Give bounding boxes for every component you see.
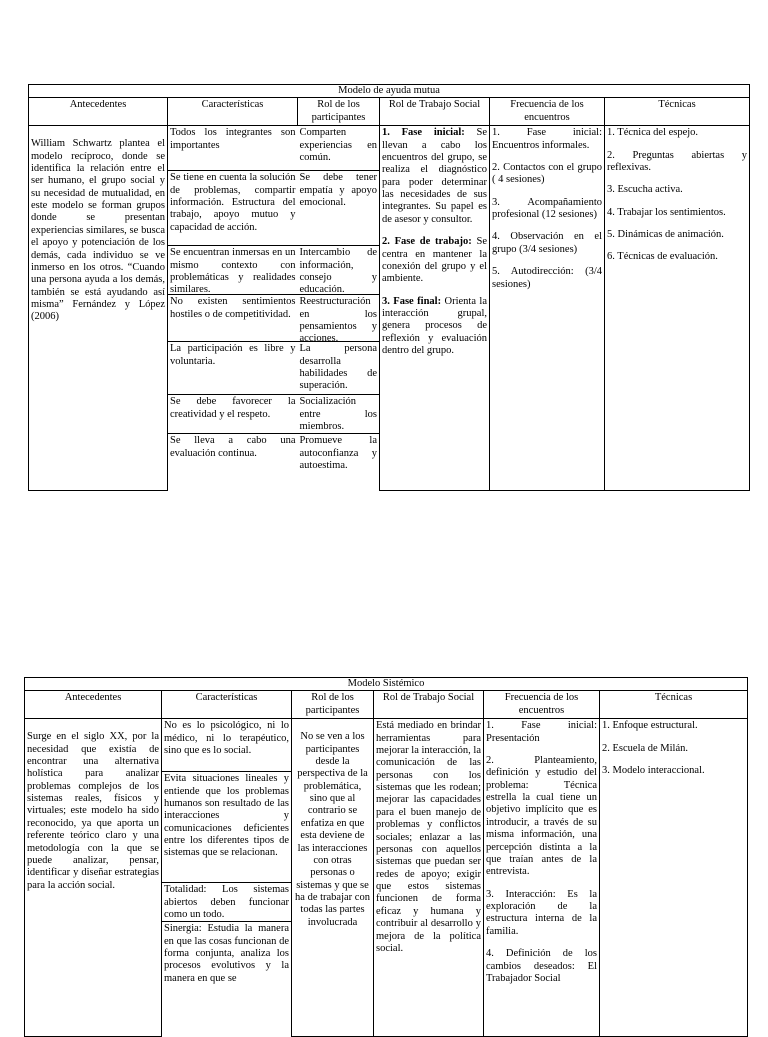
tecnica-item: 5. Dinámicas de animación. xyxy=(607,229,724,240)
frecuencia-item: 4. Observación en el grupo (3/4 sesiones) xyxy=(492,231,602,255)
participante-item: Reestructuración en los pensamientos y acciones. xyxy=(299,296,377,345)
participante-item: Intercambio de información, consejo y educación. xyxy=(299,247,377,296)
tecnica-item: 3. Modelo interaccional. xyxy=(602,764,705,776)
header-frecuencia: Frecuencia de los encuentros xyxy=(484,691,600,719)
frecuencia-item: 5. Autodirección: (3/4 sesiones) xyxy=(492,266,602,290)
header-rol-participantes: Rol de los participantes xyxy=(298,98,380,126)
caracteristica-item: La participación es libre y voluntaria. xyxy=(168,342,298,395)
frecuencia-item: 2. Contactos con el grupo ( 4 sesiones) xyxy=(492,161,602,186)
caracteristica-item: Se lleva a cabo una evaluación continua. xyxy=(170,435,296,459)
header-frecuencia: Frecuencia de los encuentros xyxy=(490,98,605,126)
caracteristica-item: Se encuentran inmersas en un mismo contexto con problemáticas y realidades similares. xyxy=(170,247,296,296)
cell-frecuencia xyxy=(490,126,605,491)
cell-antecedentes xyxy=(25,719,162,1037)
participante-item: Promueve la autoconfianza y autoestima. xyxy=(299,435,377,471)
tecnica-item: 3. Escucha activa. xyxy=(607,184,683,196)
table-title: Modelo de ayuda mutua xyxy=(29,85,750,98)
cell-participantes xyxy=(298,126,380,491)
cell-tecnicas xyxy=(605,126,750,491)
table-title: Modelo Sistémico xyxy=(25,678,748,691)
caracteristica-item: No existen sentimientos hostiles o de competitividad. xyxy=(168,295,298,342)
fase-label: 3. Fase final: xyxy=(382,295,442,307)
caracteristica-item: Sinergia: Estudia la manera en que las cosas funcionan de forma conjunta, analiza los procesos evolutivos y la manera en que se xyxy=(164,923,289,984)
caracteristica-item: No es lo psicológico, ni lo médico, ni lo terapéutico, sino que es lo social. xyxy=(162,719,291,772)
fase-text: Se centra en mantener la conexión del grupo y el ambiente. xyxy=(382,236,488,285)
caracteristica-item: Se tiene en cuenta la solución de problemas, compartir información. Estructura del trabajo, apoyo mutuo y capacidad de acción. xyxy=(168,171,298,246)
caracteristica-item: Totalidad: Los sistemas abiertos deben funcionar como un todo. xyxy=(162,883,291,922)
tecnica-item: 6. Técnicas de evaluación. xyxy=(607,251,718,263)
cell-caracteristicas xyxy=(168,126,298,491)
tecnica-item: 1. Enfoque estructural. xyxy=(602,720,698,732)
participante-item: Comparten experiencias en común. xyxy=(298,126,380,171)
header-rol-trabajo-social: Rol de Trabajo Social xyxy=(380,98,490,126)
cell-caracteristicas xyxy=(162,719,292,1037)
tecnica-item: 1. Técnica del espejo. xyxy=(607,127,699,139)
participante-item: Socialización entre los miembros. xyxy=(298,395,380,434)
caracteristica-item: Se debe favorecer la creatividad y el respeto. xyxy=(168,395,298,434)
cell-antecedentes xyxy=(29,126,168,491)
cell-frecuencia xyxy=(484,719,600,1037)
frecuencia-item: 1. Fase inicial: Presentación xyxy=(486,720,597,744)
tecnica-item: 4. Trabajar los sentimientos. xyxy=(607,206,726,218)
header-tecnicas: Técnicas xyxy=(600,691,748,719)
frecuencia-item: 1. Fase inicial: Encuentros informales. xyxy=(492,127,602,151)
frecuencia-item: 2. Planteamiento, definición y estudio del problema: Técnica estrella la cual tiene un objetivo implícito que es introducir, a través de su misma información, una percepción distinta a la que traían antes de la entrevista. xyxy=(486,754,597,878)
participante-item: Se debe tener empatía y apoyo emocional. xyxy=(298,171,380,246)
antecedentes-text: William Schwartz plantea el modelo recíproco, donde se identifica la relación entre el ser humano, el grupo social y su necesidad de mutualidad, en este modelo se forman grupos donde se presentan experiencias similares, se busca el apoyo y potenciación de los demás, cada individuo se ve inmerso en los otros. “Cuando una persona ayuda a los demás, también se está ayudando así misma” Fernández y López (2006) xyxy=(31,138,165,323)
table-sistemico xyxy=(24,677,748,1037)
tecnica-item: 2. Preguntas abiertas y reflexivas. xyxy=(607,149,748,173)
cell-trabajo-social xyxy=(380,126,490,491)
fase-trabajo xyxy=(382,236,487,286)
participantes-text: No se ven a los participantes desde la perspectiva de la problemática, sino que al contrario se enfatiza en que esta deviene de las interacciones con otras personas o sistemas y que se ha de trabajar con todas las partes involucrada xyxy=(295,731,370,928)
header-antecedentes: Antecedentes xyxy=(29,98,168,126)
fase-final xyxy=(382,296,487,358)
fase-text: Orienta la interacción grupal, genera procesos de reflexión y evaluación dentro del grupo. xyxy=(382,295,488,357)
tecnica-item: 2. Escuela de Milán. xyxy=(602,742,689,754)
frecuencia-item: 3. Acompañamiento profesional (12 sesiones) xyxy=(492,196,602,220)
header-tecnicas: Técnicas xyxy=(605,98,750,126)
header-caracteristicas: Características xyxy=(162,691,292,719)
antecedentes-text: Surge en el siglo XX, por la necesidad que existía de encontrar una alternativa holística para analizar problemas complejos de los sistemas reales, físicos y virtuales; este modelo ha sido reconocido, ya que aporta un referente teórico claro y una metodología con la que se puede analizar, pensar, identificar y diseñar estrategias para la acción social. xyxy=(27,731,159,891)
fase-text: Se llevan a cabo los encuentros del grupo, se realiza el diagnóstico para poder determinar las necesidades de sus integrantes. Su papel es de asesor y consultor. xyxy=(382,127,487,225)
caracteristica-item: Todos los integrantes son importantes xyxy=(168,126,298,171)
frecuencia-item: 4. Definición de los cambios deseados: El Trabajador Social xyxy=(486,948,597,984)
fase-label: 2. Fase de trabajo: xyxy=(382,236,472,248)
cell-participantes xyxy=(292,719,374,1037)
cell-tecnicas xyxy=(600,719,748,1037)
cell-trabajo-social: Está mediado en brindar herramientas para mejorar la interacción, la comunicación de las personas con los sistemas que les rodean; mejorar las capacidades para el buen manejo de problemas y conflictos sociales; enlazar a las personas con aquellos sistemas que puedan ser redes de apoyo; exigir que estos sistemas funcionen de forma eficaz y humana y contribuir al desarrollo y mejora de la política social. xyxy=(374,719,484,1037)
caracteristica-item: Evita situaciones lineales y entiende que los problemas humanos son resultado de las interacciones y comunicaciones deficientes entre los diferentes tipos de sistemas que se relacionan. xyxy=(162,772,291,883)
header-caracteristicas: Características xyxy=(168,98,298,126)
fase-inicial xyxy=(382,127,487,226)
header-rol-participantes: Rol de los participantes xyxy=(292,691,374,719)
header-antecedentes: Antecedentes xyxy=(25,691,162,719)
fase-label: 1. Fase inicial: xyxy=(382,127,465,139)
table-ayuda-mutua xyxy=(28,84,750,491)
frecuencia-item: 3. Interacción: Es la exploración de la estructura interna de la familia. xyxy=(486,888,597,937)
participante-item: La persona desarrolla habilidades de superación. xyxy=(298,342,380,395)
header-rol-trabajo-social: Rol de Trabajo Social xyxy=(374,691,484,719)
